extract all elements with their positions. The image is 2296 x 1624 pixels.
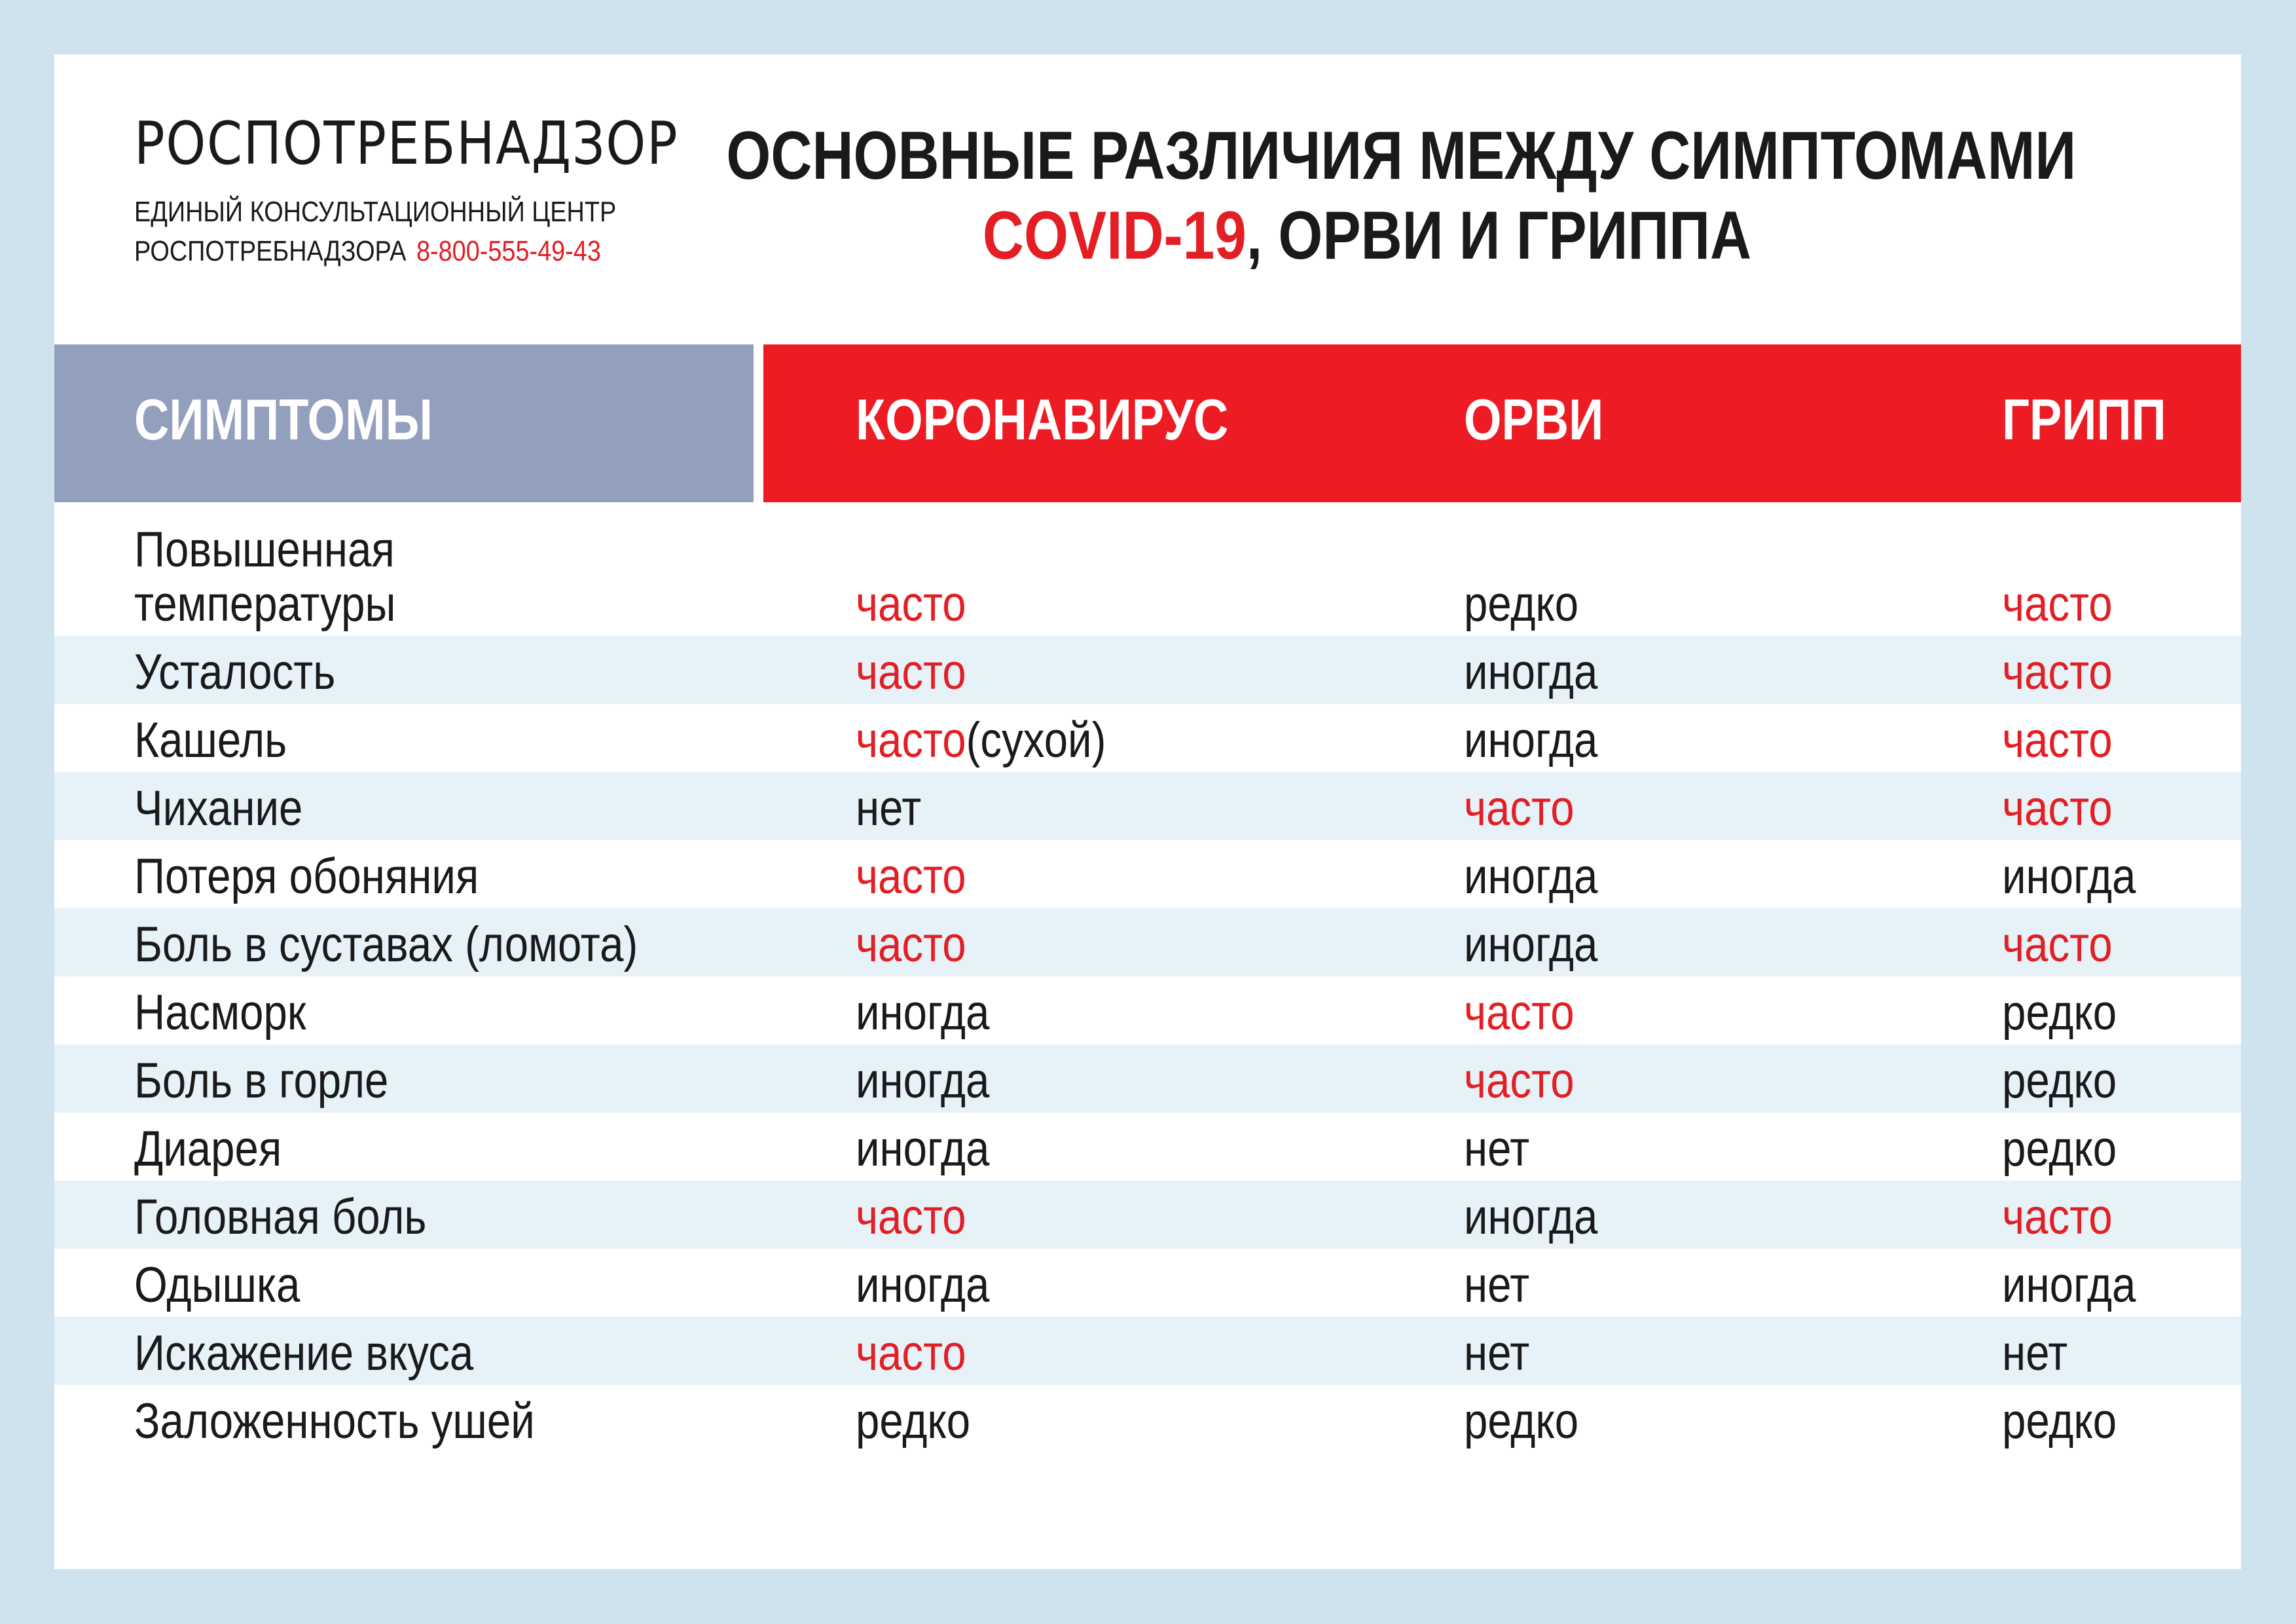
hotline-phone: 8-800-555-49-43 [416,235,601,267]
consult-center-org: РОСПОТРЕБНАДЗОРА [134,235,407,267]
flu-cell [2002,849,2136,904]
coronavirus-cell-value: часто [856,576,966,633]
flu-cell-value: часто [2002,644,2113,701]
table-row [54,704,2241,772]
coronavirus-cell [856,781,921,836]
orvi-cell [1464,577,1578,632]
symptom-cell: Чихание [134,781,303,837]
flu-cell [2002,645,2113,700]
flu-cell [2002,1190,2113,1245]
table-row [54,772,2241,840]
coronavirus-cell [856,1122,989,1177]
flu-cell-value: часто [2002,917,2113,973]
symptom-cell: Головная боль [134,1189,427,1246]
flu-cell-value: редко [2002,1393,2117,1450]
flu-cell [2002,986,2117,1041]
coronavirus-cell-value: часто [856,712,966,769]
coronavirus-cell [856,645,966,700]
symptom-cell: Заложенность ушей [134,1393,535,1450]
table-header-diseases [763,344,2241,502]
orvi-cell-value: нет [1464,1121,1530,1177]
table-row [54,1181,2241,1249]
flu-cell [2002,1394,2117,1449]
consult-center-line1: ЕДИНЫЙ КОНСУЛЬТАЦИОННЫЙ ЦЕНТР [134,196,617,228]
coronavirus-cell [856,1326,966,1381]
symptom-cell: Кашель [134,712,287,769]
orvi-cell-value: редко [1464,576,1579,633]
column-header-symptoms: СИМПТОМЫ [134,387,433,452]
flu-cell [2002,713,2113,768]
column-header-coronavirus: КОРОНАВИРУС [856,387,1229,452]
orvi-cell [1464,1326,1529,1381]
flu-cell-value: нет [2002,1325,2068,1382]
orvi-cell [1464,1054,1575,1109]
coronavirus-cell-note: (сухой) [966,712,1106,769]
orvi-cell [1464,1394,1578,1449]
orvi-cell-value: часто [1464,781,1575,837]
coronavirus-cell-value: часто [856,644,966,701]
table-row [54,1249,2241,1317]
orvi-cell [1464,1258,1529,1313]
orvi-cell-value: часто [1464,985,1575,1041]
orvi-cell-value: редко [1464,1393,1579,1450]
symptom-cell: Усталость [134,644,336,701]
coronavirus-cell-value: иногда [856,1053,990,1109]
coronavirus-cell-value: нет [856,781,922,837]
org-name: РОСПОТРЕБНАДЗОР [134,109,679,178]
orvi-cell [1464,849,1597,904]
symptom-cell: Боль в суставах (ломота) [134,917,638,973]
flu-cell-value: часто [2002,1189,2113,1246]
flu-cell [2002,1122,2117,1177]
orvi-cell [1464,917,1597,972]
table-row [54,1044,2241,1113]
coronavirus-cell-value: часто [856,1325,966,1382]
orvi-cell-value: часто [1464,1053,1575,1109]
flu-cell [2002,577,2113,632]
flu-cell-value: иногда [2002,849,2136,905]
coronavirus-cell-value: редко [856,1393,971,1450]
table-row [54,1113,2241,1181]
coronavirus-cell [856,1190,966,1245]
table-row [54,521,2241,636]
flu-cell [2002,1258,2136,1313]
coronavirus-cell-value: часто [856,917,966,973]
coronavirus-cell-value: часто [856,849,966,905]
flu-cell [2002,1054,2117,1109]
coronavirus-cell [856,713,1106,768]
coronavirus-cell [856,917,966,972]
symptom-cell: Одышка [134,1257,301,1314]
orvi-cell-value: иногда [1464,644,1598,701]
orvi-cell-value: иногда [1464,1189,1598,1246]
orvi-cell [1464,781,1575,836]
flu-cell [2002,781,2113,836]
table-header-symptoms [54,344,754,502]
flu-cell-value: редко [2002,1053,2117,1109]
coronavirus-cell [856,849,966,904]
coronavirus-cell [856,1394,970,1449]
symptom-cell: Насморк [134,985,306,1041]
orvi-cell [1464,713,1597,768]
coronavirus-cell-value: иногда [856,985,990,1041]
table-row [54,636,2241,704]
orvi-cell [1464,1122,1529,1177]
orvi-cell-value: иногда [1464,849,1598,905]
orvi-cell [1464,986,1575,1041]
column-header-flu: ГРИПП [2002,387,2166,452]
flu-cell-value: редко [2002,1121,2117,1177]
orvi-cell-value: иногда [1464,712,1598,769]
coronavirus-cell-value: часто [856,1189,966,1246]
table-row [54,840,2241,908]
coronavirus-cell-value: иногда [856,1257,990,1314]
symptom-label-line1: Повышенная [134,521,395,578]
coronavirus-cell [856,1054,989,1109]
title-rest: , ОРВИ И ГРИППА [1246,198,1752,274]
poster-sheet [54,54,2241,1569]
flu-cell-value: часто [2002,576,2113,633]
symptom-cell: Потеря обоняния [134,849,479,905]
orvi-cell-value: иногда [1464,917,1598,973]
symptom-label-line2: температуры [134,576,396,633]
coronavirus-cell [856,577,966,632]
flu-cell-value: часто [2002,712,2113,769]
flu-cell-value: часто [2002,781,2113,837]
table-row [54,908,2241,976]
symptom-cell: Боль в горле [134,1053,389,1109]
coronavirus-cell-value: иногда [856,1121,990,1177]
orvi-cell-value: нет [1464,1325,1530,1382]
symptom-cell: Диарея [134,1121,282,1177]
flu-cell-value: редко [2002,985,2117,1041]
title-covid: COVID-19 [982,198,1247,274]
orvi-cell-value: нет [1464,1257,1530,1314]
symptom-cell [134,523,395,632]
flu-cell [2002,1326,2068,1381]
page-title-line1: ОСНОВНЫЕ РАЗЛИЧИЯ МЕЖДУ СИМПТОМАМИ [726,118,2077,194]
coronavirus-cell [856,986,989,1041]
orvi-cell [1464,645,1597,700]
flu-cell-value: иногда [2002,1257,2136,1314]
table-row [54,1317,2241,1385]
orvi-cell [1464,1190,1597,1245]
table-row [54,1385,2241,1453]
symptom-cell: Искажение вкуса [134,1325,474,1382]
flu-cell [2002,917,2113,972]
coronavirus-cell [856,1258,989,1313]
consult-center-line2 [134,235,601,268]
table-row [54,976,2241,1044]
page-title-line2 [726,197,2007,275]
column-header-orvi: ОРВИ [1464,387,1604,452]
